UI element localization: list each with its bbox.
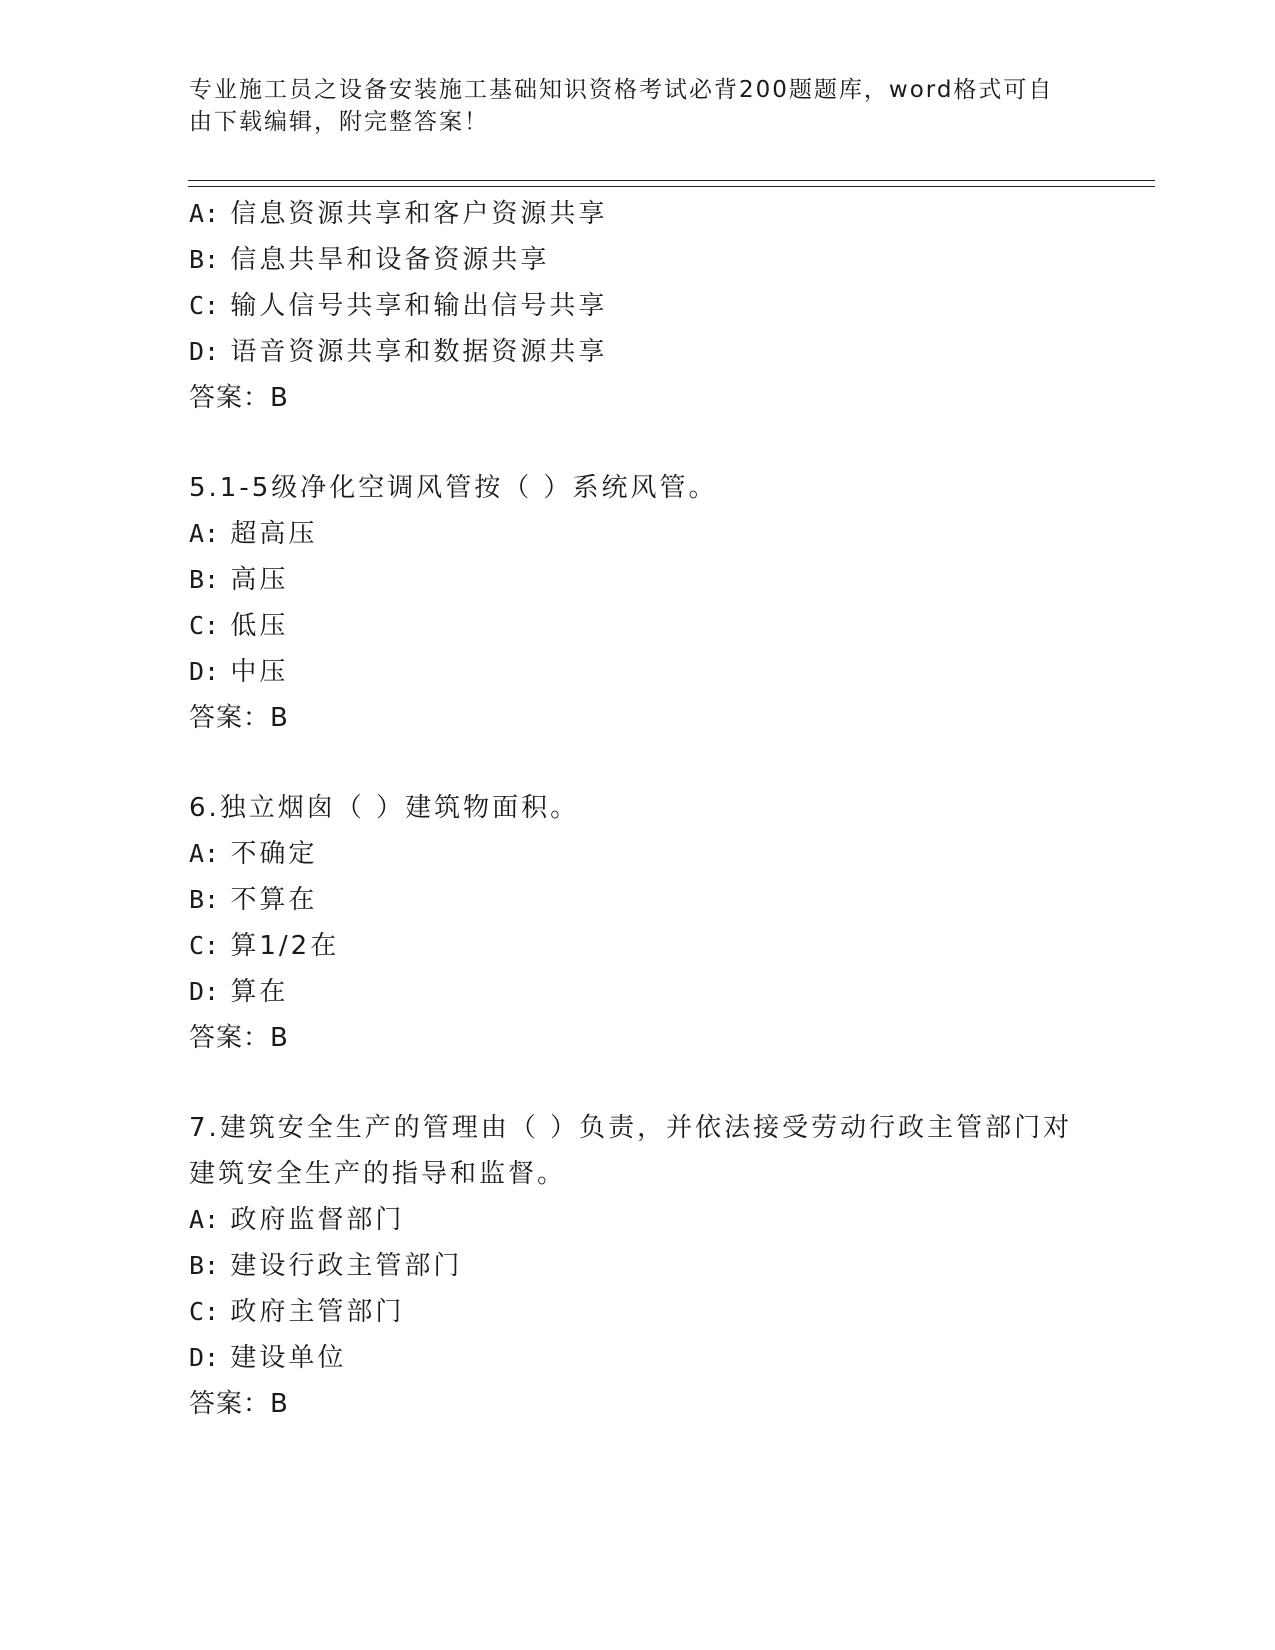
question-block-6 bbox=[189, 785, 1089, 1061]
option-letter: A: bbox=[189, 839, 220, 868]
option-text: 低压 bbox=[230, 611, 289, 641]
option-b bbox=[189, 557, 1089, 603]
option-text: 建设单位 bbox=[230, 1343, 347, 1373]
option-text: 不算在 bbox=[230, 885, 318, 915]
question-block-5 bbox=[189, 465, 1089, 741]
option-text: 政府监督部门 bbox=[230, 1205, 405, 1235]
option-letter: A: bbox=[189, 519, 220, 548]
option-c bbox=[189, 1289, 1089, 1335]
option-letter: C: bbox=[189, 1297, 220, 1326]
option-text: 建设行政主管部门 bbox=[230, 1251, 463, 1281]
option-a bbox=[189, 831, 1089, 877]
option-text: 信息资源共享和客户资源共享 bbox=[230, 199, 608, 229]
option-letter: A: bbox=[189, 1205, 220, 1234]
option-text: 中压 bbox=[230, 657, 289, 687]
question-text: 5.1-5级净化空调风管按（ ）系统风管。 bbox=[189, 473, 718, 503]
option-a bbox=[189, 1197, 1089, 1243]
option-text: 输人信号共享和输出信号共享 bbox=[230, 291, 608, 321]
question-list bbox=[189, 191, 1089, 1427]
option-text: 算在 bbox=[230, 977, 289, 1007]
answer-line: 答案：B bbox=[189, 1023, 289, 1053]
option-letter: D: bbox=[189, 657, 220, 686]
option-letter: B: bbox=[189, 565, 220, 594]
option-a bbox=[189, 511, 1089, 557]
question-text: 6.独立烟囱（ ）建筑物面积。 bbox=[189, 793, 580, 823]
question-block-7 bbox=[189, 1105, 1089, 1427]
option-text: 政府主管部门 bbox=[230, 1297, 405, 1327]
header-divider-top bbox=[188, 180, 1155, 181]
option-d bbox=[189, 329, 1089, 375]
option-letter: B: bbox=[189, 885, 220, 914]
answer-line: 答案：B bbox=[189, 1389, 289, 1419]
option-letter: B: bbox=[189, 1251, 220, 1280]
option-d bbox=[189, 649, 1089, 695]
option-text: 超高压 bbox=[230, 519, 318, 549]
option-letter: B: bbox=[189, 245, 220, 274]
option-text: 不确定 bbox=[230, 839, 318, 869]
question-text: 7.建筑安全生产的管理由（ ）负责，并依法接受劳动行政主管部门对建筑安全生产的指导和监督。 bbox=[189, 1113, 1073, 1189]
option-b bbox=[189, 1243, 1089, 1289]
option-c bbox=[189, 603, 1089, 649]
option-text: 算1/2在 bbox=[230, 931, 340, 961]
option-letter: D: bbox=[189, 337, 220, 366]
option-text: 高压 bbox=[230, 565, 289, 595]
answer-line: 答案：B bbox=[189, 383, 289, 413]
spacer bbox=[189, 1061, 1089, 1105]
document-header: 专业施工员之设备安装施工基础知识资格考试必背200题题库，word格式可自由下载编辑，附完整答案！ bbox=[189, 77, 1054, 135]
option-letter: C: bbox=[189, 931, 220, 960]
option-a bbox=[189, 191, 1089, 237]
option-c bbox=[189, 923, 1089, 969]
option-c bbox=[189, 283, 1089, 329]
question-block-4 bbox=[189, 191, 1089, 421]
option-letter: C: bbox=[189, 611, 220, 640]
spacer bbox=[189, 741, 1089, 785]
answer-line: 答案：B bbox=[189, 703, 289, 733]
spacer bbox=[189, 421, 1089, 465]
option-d bbox=[189, 969, 1089, 1015]
option-text: 语音资源共享和数据资源共享 bbox=[230, 337, 608, 367]
option-letter: D: bbox=[189, 1343, 220, 1372]
option-b bbox=[189, 877, 1089, 923]
option-text: 信息共旱和设备资源共享 bbox=[230, 245, 550, 275]
option-letter: C: bbox=[189, 291, 220, 320]
option-letter: A: bbox=[189, 199, 220, 228]
option-letter: D: bbox=[189, 977, 220, 1006]
option-b bbox=[189, 237, 1089, 283]
header-divider-bottom bbox=[188, 186, 1155, 187]
option-d bbox=[189, 1335, 1089, 1381]
